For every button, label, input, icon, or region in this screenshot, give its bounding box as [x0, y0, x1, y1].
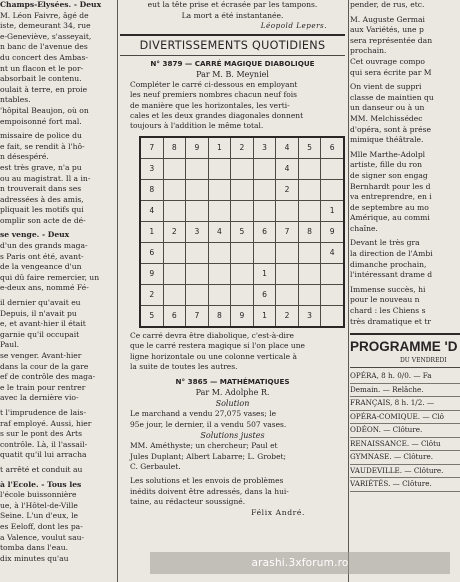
article-line: chaîne. [350, 223, 378, 233]
right-column [350, 0, 460, 582]
section-rule-top [120, 34, 345, 36]
theatre-entry: ODÉON. — Clôture. [350, 424, 460, 438]
grid-cell [231, 200, 254, 221]
article-line: omplir son acte de dé- [0, 215, 86, 225]
grid-cell: 6 [321, 137, 344, 159]
grid-cell [208, 179, 231, 200]
article-line: l'intéressant drame d [350, 270, 433, 280]
article-line: de signer son engag [350, 170, 428, 180]
grid-row [140, 158, 344, 179]
grid-cell [276, 284, 299, 305]
grid-cell [163, 200, 186, 221]
grid-cell: 1 [208, 137, 231, 159]
top-article-end [120, 0, 345, 21]
article-line: t l'imprudence de lais- [0, 407, 87, 417]
article-line: très dramatique et tr [350, 316, 432, 326]
article-line: Seine. L'un d'eux, le [0, 511, 79, 521]
problem-2-footer [120, 476, 345, 507]
grid-cell [276, 263, 299, 284]
article-line: avec la dernière vio- [0, 393, 79, 403]
article-line: un danseur ou à un [350, 103, 425, 113]
grid-cell: 8 [140, 179, 163, 200]
text-line: les neuf premiers nombres chacun neuf fois [130, 90, 297, 100]
text-line: Ce carré devra être diabolique, c'est-à-dire [130, 330, 294, 340]
article-line: eut la tête prise et écrasée par les tampons. [147, 0, 318, 9]
article-line: raf employé. Aussi, hier [0, 418, 92, 428]
article-line: t arrêté et conduit au [0, 464, 83, 474]
text-line: Les solutions et les envois de problèmes [130, 476, 284, 486]
article-line: dans la cour de la gare [0, 361, 89, 371]
grid-cell: 3 [253, 137, 276, 159]
text-line: inédits doivent être adressés, dans la hui- [130, 486, 289, 496]
article-line: classe de maintien qu [350, 92, 434, 102]
grid-row [140, 242, 344, 263]
article-line: M. Léon Faivre, âgé de [0, 10, 89, 20]
grid-cell: 7 [186, 305, 209, 327]
grid-cell: 5 [231, 221, 254, 242]
grid-cell: 7 [276, 221, 299, 242]
article-line: va entreprendre, en i [350, 192, 432, 202]
article-line: ue, à l'Hôtel-de-Ville [0, 500, 78, 510]
article-line: ou au magistrat. Il a in- [0, 173, 91, 183]
grid-row [140, 284, 344, 305]
article-line: qui sera écrite par M [350, 67, 432, 77]
grid-cell: 6 [140, 242, 163, 263]
article-line: garnie qu'il occupait [0, 329, 80, 339]
article-line: Bernhardt pour les d [350, 181, 431, 191]
grid-cell [253, 179, 276, 200]
problem-2-solvers [120, 441, 345, 472]
article-line: n trouverait dans ses [0, 184, 82, 194]
grid-cell: 4 [321, 242, 344, 263]
theatre-entry: FRANÇAIS, 8 h. 1/2. — [350, 397, 460, 411]
grid-cell: 8 [208, 305, 231, 327]
grid-cell [163, 263, 186, 284]
grid-cell [253, 242, 276, 263]
grid-cell: 6 [163, 305, 186, 327]
article-line: missaire de police du [0, 131, 82, 141]
article-line: MM. Melchissédec [350, 113, 423, 123]
grid-cell [298, 242, 321, 263]
programme-subtitle: DU VENDREDI [400, 357, 447, 365]
column-divider [348, 0, 349, 582]
grid-cell: 2 [140, 284, 163, 305]
article-line: On vient de suppri [350, 82, 422, 92]
solvers-heading: Solutions justes [200, 431, 265, 441]
article-line: Devant le très gra [350, 238, 420, 248]
grid-cell [163, 284, 186, 305]
grid-cell: 3 [186, 221, 209, 242]
article-line: Depuis, il n'avait pu [0, 308, 77, 318]
grid-row [140, 179, 344, 200]
article-line: oulait à terre, en proie [0, 84, 88, 94]
article-line: la direction de l'Ambi [350, 249, 433, 259]
grid-cell: 5 [298, 137, 321, 159]
theatre-entry: VAUDEVILLE. — Clôture. [350, 465, 460, 479]
article-line: absorbait le contenu. [0, 74, 82, 84]
article-line: Paul. [0, 340, 20, 350]
problem-1-author: Par M. B. Meyniel [196, 69, 269, 79]
article-line: nt un flacon et le por- [0, 63, 84, 73]
grid-cell [298, 200, 321, 221]
theatre-entry: OPÉRA-COMIQUE. — Clô [350, 411, 460, 425]
grid-cell [321, 158, 344, 179]
article-line: artiste, fille du ron [350, 160, 422, 170]
grid-cell: 4 [276, 137, 299, 159]
article-line: empoisonné fort mal. [0, 116, 82, 126]
article-line: chard : les Chiens s [350, 306, 426, 316]
grid-row [140, 137, 344, 159]
grid-cell [186, 158, 209, 179]
article-line: a Valence, voulut sau- [0, 532, 85, 542]
grid-cell: 9 [140, 263, 163, 284]
article-line: ntables. [0, 95, 31, 105]
grid-cell [208, 242, 231, 263]
article-line: qui dû faire remercier, un [0, 272, 100, 282]
top-signature: Léopold Lepers. [260, 21, 327, 31]
article-line: pender, de rus, etc. [350, 0, 425, 9]
grid-cell: 3 [298, 305, 321, 327]
grid-cell: 8 [163, 137, 186, 159]
section-title: DIVERTISSEMENTS QUOTIDIENS [139, 38, 326, 52]
text-line: 95e jour, le dernier, il a vendu 507 vases. [130, 419, 287, 429]
grid-cell: 8 [298, 221, 321, 242]
grid-cell: 2 [163, 221, 186, 242]
right-article [350, 0, 460, 327]
grid-row [140, 305, 344, 327]
grid-cell: 3 [140, 158, 163, 179]
article-line: prochain. [350, 46, 387, 56]
article-line: e fait, se rendit à l'hô- [0, 141, 85, 151]
grid-cell: 2 [276, 179, 299, 200]
text-line: taine, au rédacteur soussigné. [130, 497, 246, 507]
grid-cell [321, 284, 344, 305]
grid-cell [321, 179, 344, 200]
grid-cell: 4 [208, 221, 231, 242]
text-line: MM. Améthyste; un chercheur; Paul et [130, 441, 278, 451]
grid-cell [208, 263, 231, 284]
grid-cell: 5 [140, 305, 163, 327]
grid-cell [298, 263, 321, 284]
grid-cell: 7 [140, 137, 163, 159]
left-article-column [0, 0, 113, 582]
grid-cell: 1 [140, 221, 163, 242]
grid-cell: 9 [231, 305, 254, 327]
article-line: Cet ouvrage compo [350, 56, 425, 66]
solution-heading: Solution [215, 399, 250, 409]
text-line: C. Gerbaulet. [130, 462, 181, 472]
article-line: aux Variétés, une p [350, 25, 424, 35]
grid-cell [253, 200, 276, 221]
article-line: pliquait les motifs qui [0, 205, 84, 215]
grid-cell: 9 [186, 137, 209, 159]
grid-cell [163, 179, 186, 200]
text-line: ligne horizontale ou une colonne verticale à [130, 351, 297, 361]
article-line: mimique théâtrale. [350, 135, 424, 145]
magic-square-grid [139, 136, 345, 328]
grid-cell [186, 200, 209, 221]
grid-cell: 6 [253, 284, 276, 305]
article-line: Immense succès, hi [350, 284, 426, 294]
grid-cell [231, 179, 254, 200]
text-line: que le carré restera magique si l'on place une [130, 341, 305, 351]
grid-cell: 4 [276, 158, 299, 179]
article-line: l'école buissonnière [0, 490, 77, 500]
article-line: à l'Ecole. - Tous les [0, 479, 82, 489]
problem-2-title: N° 3865 — MATHÉMATIQUES [175, 377, 290, 387]
article-line: de la vengeance d'un [0, 262, 82, 272]
grid-cell: 2 [231, 137, 254, 159]
grid-cell: 1 [253, 263, 276, 284]
grid-cell [231, 158, 254, 179]
middle-column [120, 0, 345, 582]
article-line: adressées à des amis, [0, 194, 84, 204]
grid-cell [231, 242, 254, 263]
grid-cell [186, 179, 209, 200]
grid-cell: 9 [321, 221, 344, 242]
grid-cell: 4 [140, 200, 163, 221]
column-divider [117, 0, 118, 582]
grid-cell [208, 158, 231, 179]
theatre-entry: VARIÉTÉS. — Clôture. [350, 478, 460, 492]
text-line: Compléter le carré ci-dessous en employant [130, 79, 298, 89]
article-line: de septembre au mo [350, 202, 429, 212]
grid-cell: 1 [253, 305, 276, 327]
article-line: e le train pour rentrer [0, 382, 86, 392]
problem-1-outro [120, 331, 345, 373]
article-line: se venger. Avant-hier [0, 351, 82, 360]
article-line: se venge. - Deux [0, 230, 70, 240]
grid-cell [321, 263, 344, 284]
article-line: d'un des grands maga- [0, 241, 88, 251]
theatre-entry: GYMNASE. — Clôture. [350, 451, 460, 465]
article-line: est très grave, n'a pu [0, 162, 82, 172]
grid-cell [298, 284, 321, 305]
grid-cell [276, 200, 299, 221]
problem-1-intro [120, 80, 345, 132]
problem-signature: Félix André. [251, 507, 305, 517]
article-line: il dernier qu'avait eu [0, 298, 81, 308]
article-line: La mort a été instantanée. [181, 10, 284, 20]
article-line: sera représentée dan [350, 35, 433, 45]
article-line: dimanche prochain, [350, 259, 427, 269]
grid-cell [163, 158, 186, 179]
grid-cell [231, 284, 254, 305]
theatre-entry: OPÉRA, 8 h. 0/0. — Fa [350, 370, 460, 384]
grid-cell [186, 242, 209, 263]
article-line: iste, demeurant 34, rue [0, 21, 91, 31]
article-line: 'hôpital Beaujon, où on [0, 105, 89, 115]
text-line: cales et les deux grandes diagonales donnent [130, 111, 304, 120]
grid-row [140, 263, 344, 284]
grid-cell [321, 305, 344, 327]
grid-cell: 2 [276, 305, 299, 327]
watermark: arashi.3xforum.ro [150, 552, 450, 574]
article-line: e-deux ans, nommé Fé- [0, 283, 89, 293]
grid-cell: 1 [321, 200, 344, 221]
article-line: e, et avant-hier il était [0, 319, 86, 329]
article-line: pour le nouveau n [350, 295, 420, 305]
problem-2-author: Par M. Adolphe R. [195, 388, 270, 398]
grid-cell [186, 284, 209, 305]
article-line: contrôle. Là, il l'assail- [0, 439, 88, 449]
theatre-listing [350, 370, 460, 492]
article-line: s sur le pont des Arts [0, 429, 82, 439]
article-line: Mlle Marthe-Adolpl [350, 149, 426, 159]
text-line: toujours à l'addition le même total. [130, 121, 264, 131]
article-line: dix minutes qu'au [0, 553, 69, 563]
grid-cell [231, 263, 254, 284]
article-line: Champs-Elysées. - Deux [0, 0, 102, 9]
article-line: d'opéra, sont à prése [350, 124, 432, 134]
article-line: ef de contrôle des maga- [0, 372, 96, 382]
grid-cell [208, 284, 231, 305]
grid-cell [208, 200, 231, 221]
text-line: la suite de toutes les autres. [130, 362, 238, 372]
article-line: tomba dans l'eau. [0, 543, 69, 553]
programme-rule [350, 367, 460, 368]
article-line: es Eeloff, dont les pa- [0, 521, 83, 531]
article-line: n banc de l'avenue des [0, 42, 88, 52]
grid-cell [298, 158, 321, 179]
section-rule-bottom [120, 55, 345, 56]
grid-row [140, 221, 344, 242]
article-line: du concert des Ambas- [0, 52, 88, 62]
theatre-entry: Demain. — Relâche. [350, 384, 460, 398]
grid-cell [163, 242, 186, 263]
article-line: Amérique, au commi [350, 213, 430, 223]
grid-cell [298, 179, 321, 200]
text-line: Le marchand a vendu 27,075 vases; le [130, 409, 277, 419]
article-line: s Paris ont été, avant- [0, 251, 84, 261]
programme-rule [350, 333, 460, 335]
grid-row [140, 200, 344, 221]
article-line: e-Geneviève, s'asseyait, [0, 31, 92, 41]
text-line: de manière que les horizontales, les verti- [130, 100, 290, 110]
grid-cell [276, 242, 299, 263]
article-line: n désespéré. [0, 152, 49, 162]
text-line: Jules Duplant; Albert Labarre; L. Grobet; [130, 451, 287, 461]
theatre-entry: RENAISSANCE. — Clôtu [350, 438, 460, 452]
grid-cell [186, 263, 209, 284]
article-line: M. Auguste Germai [350, 14, 425, 24]
programme-title: PROGRAMME 'D [350, 339, 458, 355]
grid-cell: 6 [253, 221, 276, 242]
problem-2-solution [120, 409, 345, 430]
grid-cell [253, 158, 276, 179]
article-line: quatit qu'il lui arracha [0, 450, 87, 460]
problem-1-title: N° 3879 — CARRÉ MAGIQUE DIABOLIQUE [150, 58, 315, 68]
